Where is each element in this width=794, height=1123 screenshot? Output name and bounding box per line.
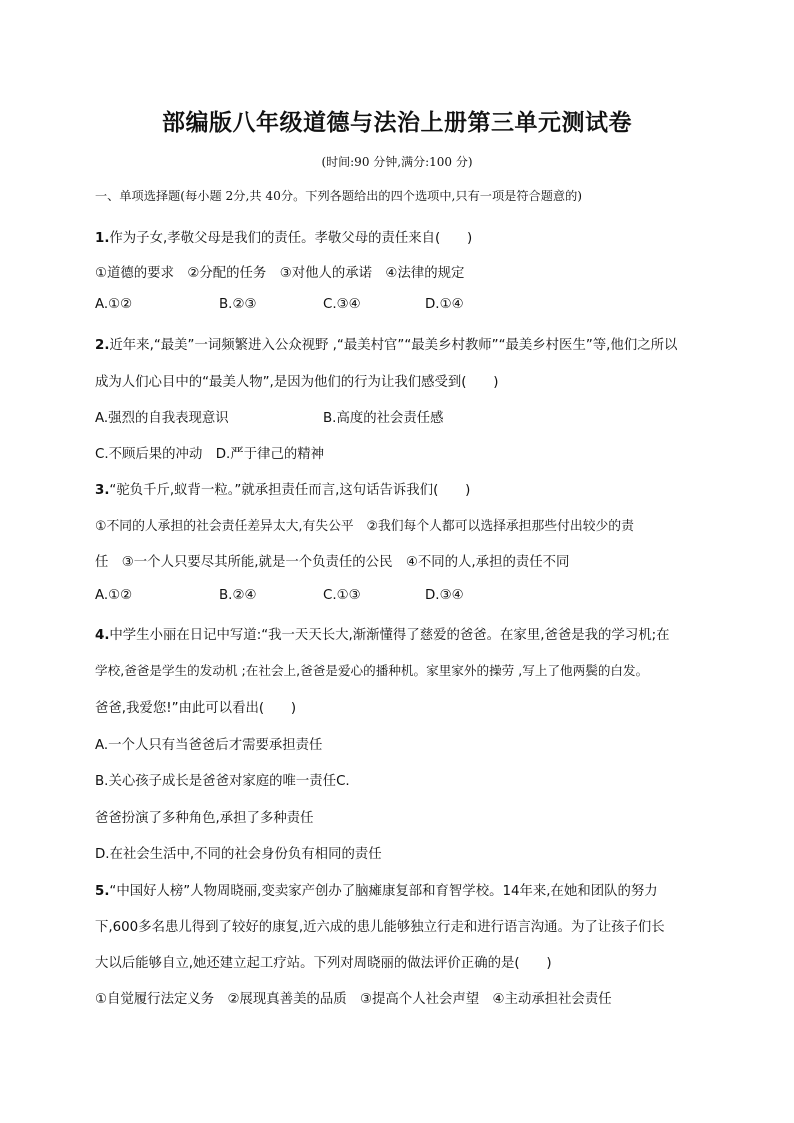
option-c: C.①③ (323, 588, 361, 603)
question-number: 5. (95, 884, 110, 899)
question-text: “驼负千斤,蚁背一粒。”就承担责任而言,这句话告诉我们( ) (109, 483, 471, 498)
question-4-stem-line-2: 学校,爸爸是学生的发动机 ;在社会上,爸爸是爱心的播种机。家里家外的操劳 ,写上了他两鬓的白发。 (95, 663, 649, 678)
question-number: 1. (95, 231, 110, 246)
question-4-option-c: 爸爸扮演了多种角色,承担了多种责任 (95, 811, 314, 826)
question-5-stem-line-2: 下,600多名患儿得到了较好的康复,近六成的患儿能够独立行走和进行语言沟通。为了让孩子们长 (95, 920, 665, 935)
option-d: D.③④ (425, 588, 464, 603)
question-2-stem-line-2: 成为人们心目中的“最美人物”,是因为他们的行为让我们感受到( ) (95, 375, 499, 390)
section-heading: 一、单项选择题(每小题 2分,共 40分。下列各题给出的四个选项中,只有一项是符合题意的) (95, 189, 583, 203)
option-d: D.①④ (425, 297, 464, 312)
question-4-option-b: B.关心孩子成长是爸爸对家庭的唯一责任C. (95, 774, 350, 789)
question-3-stem (95, 479, 715, 498)
question-1-stem (95, 227, 715, 246)
question-3-items-line-1: ①不同的人承担的社会责任差异太大,有失公平 ②我们每个人都可以选择承担那些付出较少的责 (95, 519, 634, 534)
page-title: 部编版八年级道德与法治上册第三单元测试卷 (162, 110, 632, 136)
question-5-items: ①自觉履行法定义务 ②展现真善美的品质 ③提高个人社会声望 ④主动承担社会责任 (95, 992, 612, 1007)
option-a: A.①② (95, 588, 133, 603)
option-c: C.③④ (323, 297, 361, 312)
question-4-stem-line-1 (95, 624, 715, 643)
question-5-stem-line-3: 大以后能够自立,她还建立起工疗站。下列对周晓丽的做法评价正确的是( ) (95, 956, 552, 971)
question-number: 3. (95, 483, 110, 498)
question-3-items-line-2: 任 ③一个人只要尽其所能,就是一个负责任的公民 ④不同的人,承担的责任不同 (95, 555, 570, 570)
question-2-stem-line-1 (95, 334, 715, 353)
option-b: B.②④ (219, 588, 257, 603)
question-text: 中学生小丽在日记中写道:“我一天天长大,渐渐懂得了慈爱的爸爸。在家里,爸爸是我的学习机;在 (109, 628, 670, 643)
question-4-option-d: D.在社会生活中,不同的社会身份负有相同的责任 (95, 847, 382, 862)
question-2-options-ab (95, 407, 695, 427)
option-a: A.①② (95, 297, 133, 312)
question-1-items: ①道德的要求 ②分配的任务 ③对他人的承诺 ④法律的规定 (95, 266, 465, 281)
question-2-options-cd: C.不顾后果的冲动 D.严于律己的精神 (95, 447, 325, 462)
question-text: 近年来,“最美”一词频繁进入公众视野 ,“最美村官”“最美乡村教师”“最美乡村医生”等,他们之所以 (109, 338, 678, 353)
exam-duration-score: (时间:90 分钟,满分:100 分) (321, 155, 473, 169)
question-4-option-a: A.一个人只有当爸爸后才需要承担责任 (95, 738, 323, 753)
question-4-stem-line-3: 爸爸,我爱您!”由此可以看出( ) (95, 701, 297, 716)
question-3-options (95, 588, 695, 608)
question-number: 4. (95, 628, 110, 643)
option-b: B.②③ (219, 297, 257, 312)
question-text: 作为子女,孝敬父母是我们的责任。孝敬父母的责任来自( ) (109, 231, 473, 246)
question-1-options (95, 297, 695, 317)
option-b: B.高度的社会责任感 (323, 411, 444, 426)
option-a: A.强烈的自我表现意识 (95, 411, 229, 426)
question-number: 2. (95, 338, 110, 353)
question-text: “中国好人榜”人物周晓丽,变卖家产创办了脑瘫康复部和育智学校。14年来,在她和团队的努力 (109, 884, 658, 899)
question-5-stem-line-1 (95, 880, 715, 899)
